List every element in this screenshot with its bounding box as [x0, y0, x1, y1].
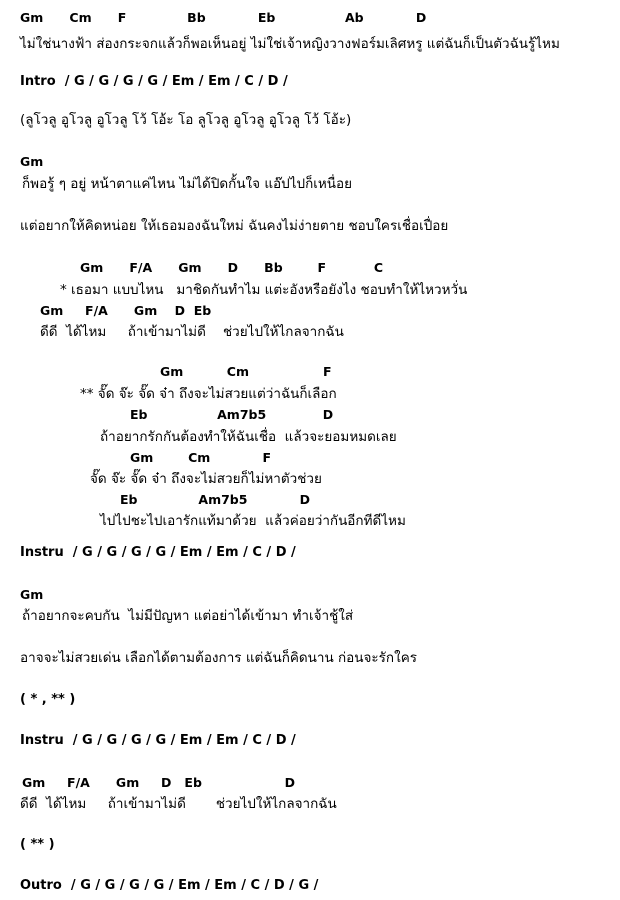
lyric-line: ไปไปชะไปเอารักแท้มาด้วย แล้วค่อยว่ากันอีกทีดีไหม: [100, 513, 406, 529]
section-line: ( * , ** ): [20, 692, 76, 707]
lyric-line: * เธอมา แบบไหน มาชิดกันทำไม แต่ะอังหรือยังไง ชอบทำให้ไหวหวั่น: [60, 282, 468, 298]
lyric-line: ถ้าอยากรักกันต้องทำให้ฉันเชื่อ แล้วจะยอมหมดเลย: [100, 429, 397, 445]
lyric-line: อาจจะไม่สวยเด่น เลือกได้ตามต้องการ แต่ฉันก็คิดนาน ก่อนจะรักใคร: [20, 650, 417, 666]
chord-line: Gm Cm F Bb Eb Ab D: [20, 10, 427, 25]
lyric-line: จั๊ด จ๊ะ จั๊ด จ๋า ถึงจะไม่สวยก็ไม่หาตัวช่วย: [90, 471, 322, 487]
chord-line: Gm Cm F: [130, 450, 272, 465]
lyric-line: ก็พอรู้ ๆ อยู่ หน้าตาแค่ไหน ไม่ได้ปิดกั้นใจ แอ๊ปไปก็เหนื่อย: [22, 176, 353, 192]
chord-line: Gm F/A Gm D Bb F C: [80, 260, 384, 275]
lyric-line: ไม่ใช่นางฟ้า ส่องกระจกแล้วก็พอเห็นอยู่ ไม่ใช่เจ้าหญิงวางฟอร์มเลิศหรู แต่ฉันก็เป็นตัวฉันรู้ไหม: [20, 36, 560, 52]
chord-line: Gm F/A Gm D Eb D: [22, 775, 295, 790]
chord-line: Eb Am7b5 D: [130, 407, 334, 422]
section-line: Intro / G / G / G / G / Em / Em / C / D /: [20, 74, 288, 89]
lyric-line: ** จั๊ด จ๊ะ จั๊ด จ๋า ถึงจะไม่สวยแต่ว่าฉันก็เลือก: [80, 386, 337, 402]
section-line: ( ** ): [20, 837, 55, 852]
lyric-line: (ลูโวลู อูโวลู อูโวลู โว้ โอ้ะ โอ ลูโวลู อูโวลู อูโวลู โว้ โอ้ะ): [20, 112, 352, 128]
lyric-line: แต่อยากให้คิดหน่อย ให้เธอมองฉันใหม่ ฉันคงไม่ง่ายตาย ชอบใครเชื่อเปื่อย: [20, 218, 449, 234]
chord-line: Eb Am7b5 D: [120, 492, 311, 507]
section-line: Instru / G / G / G / G / Em / Em / C / D /: [20, 733, 296, 748]
section-line: Instru / G / G / G / G / Em / Em / C / D /: [20, 545, 296, 560]
lyric-line: ดีดี ได้ไหม ถ้าเข้ามาไม่ดี ช่วยไปให้ไกลจากฉัน: [40, 324, 344, 340]
chord-line: Gm F/A Gm D Eb: [40, 303, 212, 318]
chord-line: Gm: [20, 154, 44, 169]
chord-line: Gm Cm F: [160, 364, 332, 379]
chord-line: Gm: [20, 587, 44, 602]
section-line: Outro / G / G / G / G / Em / Em / C / D / G /: [20, 878, 319, 893]
lyric-line: ดีดี ได้ไหม ถ้าเข้ามาไม่ดี ช่วยไปให้ไกลจากฉัน: [20, 796, 337, 812]
lyric-line: ถ้าอยากจะคบกัน ไม่มีปัญหา แต่อย่าได้เข้ามา ทำเจ้าชู้ใส่: [22, 608, 354, 624]
